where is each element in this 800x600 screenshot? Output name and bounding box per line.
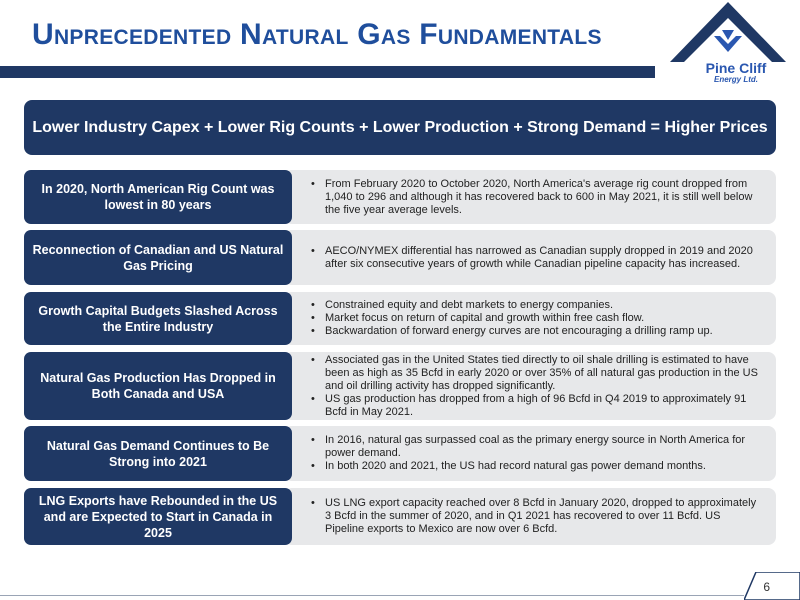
fundamental-row	[24, 352, 776, 420]
bullet-item: • Constrained equity and debt markets to energy companies.	[309, 299, 760, 312]
fundamental-row	[24, 426, 776, 481]
fundamental-row	[24, 170, 776, 224]
footer-rule	[0, 595, 744, 596]
row-heading: Reconnection of Canadian and US Natural Gas Pricing	[24, 230, 292, 285]
summary-banner: Lower Industry Capex + Lower Rig Counts + Lower Production + Strong Demand = Higher Prices	[24, 100, 776, 155]
row-heading: LNG Exports have Rebounded in the US and are Expected to Start in Canada in 2025	[24, 488, 292, 545]
row-heading: Natural Gas Demand Continues to Be Strong into 2021	[24, 426, 292, 481]
bullet-item: • In 2016, natural gas surpassed coal as the primary energy source in North America for power demand.	[309, 434, 760, 460]
bullet-item: • In both 2020 and 2021, the US had record natural gas power demand months.	[309, 460, 760, 473]
row-bullet-list	[309, 230, 760, 285]
bullet-item: • Market focus on return of capital and growth within free cash flow.	[309, 312, 760, 325]
fundamental-row	[24, 292, 776, 345]
footer-corner-shape	[744, 572, 800, 600]
bullet-item: • US LNG export capacity reached over 8 Bcfd in January 2020, dropped to approximately 3 Bcfd in the summer of 2020, and in Q1 2021 has recovered to over 11 Bcfd. US Pipeline exports to Mexico are now over 6 Bcfd.	[309, 497, 760, 536]
row-bullet-list	[309, 352, 760, 420]
logo-text	[700, 62, 772, 84]
row-bullet-list	[309, 292, 760, 345]
bullet-item: • From February 2020 to October 2020, North America's average rig count dropped from 1,040 to 296 and although it has recovered back to 600 in May 2021, it is still well below the five year average levels.	[309, 178, 760, 217]
row-bullet-list	[309, 426, 760, 481]
page-title: Unprecedented Natural Gas Fundamentals	[32, 18, 602, 51]
bullet-item: • AECO/NYMEX differential has narrowed as Canadian supply dropped in 2019 and 2020 after six consecutive years of growth while Canadian pipeline capacity has increased.	[309, 245, 760, 271]
row-heading: In 2020, North American Rig Count was lowest in 80 years	[24, 170, 292, 224]
bullet-item: • Associated gas in the United States tied directly to oil shale drilling is estimated to have been as high as 35 Bcfd in early 2020 or over 35% of all natural gas production in the US and oil drilling activity has dropped significantly.	[309, 354, 760, 393]
row-heading: Growth Capital Budgets Slashed Across the Entire Industry	[24, 292, 292, 345]
bullet-item: • Backwardation of forward energy curves are not encouraging a drilling ramp up.	[309, 325, 760, 338]
fundamental-row	[24, 230, 776, 285]
row-bullet-list	[309, 488, 760, 545]
logo-sub: Energy Ltd.	[713, 75, 758, 84]
fundamental-row	[24, 488, 776, 545]
row-heading: Natural Gas Production Has Dropped in Both Canada and USA	[24, 352, 292, 420]
page-number: 6	[763, 580, 770, 594]
logo-name: Pine Cliff	[705, 60, 767, 76]
bullet-item: • US gas production has dropped from a high of 96 Bcfd in Q4 2019 to approximately 91 Bcfd in May 2021.	[309, 393, 760, 419]
row-bullet-list	[309, 170, 760, 224]
title-rule	[0, 66, 655, 78]
